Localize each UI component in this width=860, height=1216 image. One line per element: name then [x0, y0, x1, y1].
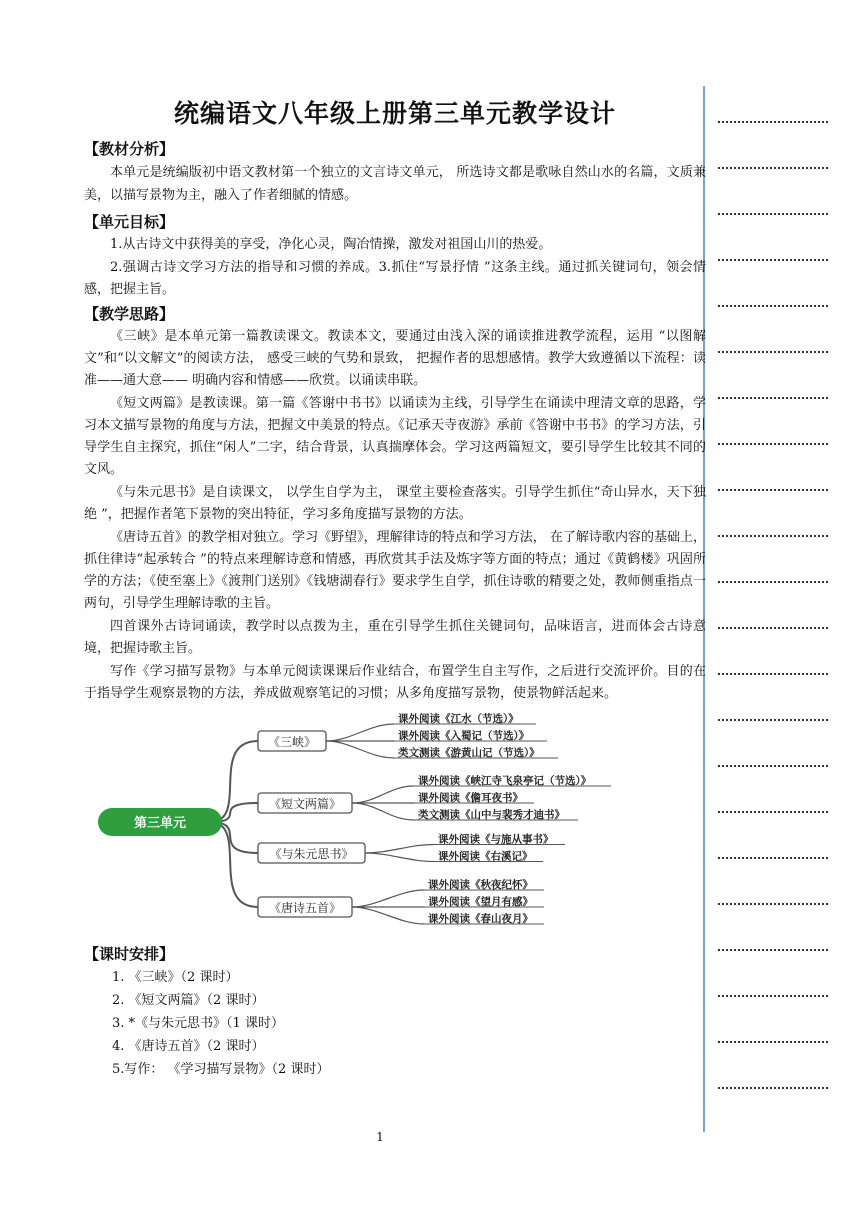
note-line [718, 903, 828, 905]
leaf-label: 类文测读《游黄山记（节选）》 [398, 747, 540, 759]
center-label: 第三单元 [133, 816, 187, 831]
leaf-label: 课外阅读《秋夜纪怀》 [428, 879, 533, 891]
note-line [718, 949, 828, 951]
leaf-connector [365, 845, 434, 854]
document-body [84, 88, 706, 1081]
branch-label: 《短文两篇》 [268, 797, 342, 811]
note-line [718, 167, 828, 169]
schedule-item-3: 3. *《与朱元思书》（1 课时） [112, 1016, 284, 1031]
unit-mindmap [94, 711, 654, 935]
leaf-connector [326, 741, 394, 758]
note-line [718, 673, 828, 675]
note-line [718, 627, 828, 629]
leaf-label: 课外阅读《望月有感》 [428, 896, 533, 908]
note-line [718, 121, 828, 123]
leaf-connector [352, 890, 424, 907]
leaf-label: 课外阅读《入蜀记（节选）》 [398, 730, 530, 742]
goal-item-1: 1.从古诗文中获得美的享受，净化心灵，陶冶情操，激发对祖国山川的热爱。 [110, 237, 552, 252]
leaf-connector [352, 907, 424, 924]
note-line [718, 443, 828, 445]
ideas-paragraph-5: 四首课外古诗词诵读，教学时以点拨为主，重在引导学生抓住关键词句，品味语言，进而体会古诗意境，把握诗歌主旨。 [84, 619, 706, 656]
note-line [718, 213, 828, 215]
schedule-list [112, 966, 706, 1081]
branch-connector [210, 741, 258, 822]
note-line [718, 305, 828, 307]
page-title: 统编语文八年级上册第三单元教学设计 [173, 99, 616, 128]
note-line [718, 811, 828, 813]
note-line [718, 719, 828, 721]
leaf-label: 课外阅读《儋耳夜书》 [418, 792, 523, 804]
ideas-paragraph-2: 《短文两篇》是教读课。第一篇《答谢中书书》以诵读为主线，引导学生在诵读中理清文章的思路，学习本文描写景物的角度与方法，把握文中美景的特点。《记承天寺夜游》承前《答谢中书书》的学习方法，引导学生自主探究，抓住“闲人”二字，结合背景，认真揣摩体会。学习这两篇短文，要引导学生比较其不同的文风。 [84, 396, 706, 477]
heading-analysis: 【教材分析】 [84, 140, 175, 158]
ideas-paragraph-1: 《三峡》是本单元第一篇教读课文。教读本文，要通过由浅入深的诵读推进教学流程，运用 “以图解文”和“以文解文”的阅读方法， 感受三峡的气势和景致， 把握作者的思想感情。教学大致遵循以下流程：读准——通大意—— 明确内容和情感——欣赏。以诵读串联。 [84, 329, 706, 388]
ideas-paragraph-6: 写作《学习描写景物》与本单元阅读课课后作业结合，布置学生自主写作，之后进行交流评价。目的在于指导学生观察景物的方法，养成做观察笔记的习惯；从多角度描写景物，使景物鲜活起来。 [84, 664, 706, 701]
note-line [718, 535, 828, 537]
schedule-item-4: 4. 《唐诗五首》（2 课时） [112, 1039, 265, 1054]
analysis-text: 本单元是统编版初中语文教材第一个独立的文言诗文单元， 所选诗文都是歌咏自然山水的名篇，文质兼美，以描写景物为主，融入了作者细腻的情感。 [84, 165, 706, 203]
leaf-label: 类文测读《山中与裴秀才迪书》 [418, 809, 565, 821]
schedule-item-5: 5.写作： 《学习描写景物》（2 课时） [112, 1062, 330, 1077]
note-line [718, 351, 828, 353]
leaf-label: 课外阅读《春山夜月》 [428, 913, 533, 925]
leaf-label: 课外阅读《右溪记》 [438, 850, 533, 863]
note-line [718, 857, 828, 859]
page-number: 1 [376, 1130, 384, 1144]
branch-label: 《唐诗五首》 [268, 901, 342, 915]
leaf-label: 课外阅读《江水（节选）》 [398, 713, 519, 725]
note-line [718, 1087, 828, 1089]
schedule-item-1: 1. 《三峡》（2 课时） [112, 970, 239, 985]
note-line [718, 489, 828, 491]
note-line [718, 581, 828, 583]
branch-label: 《三峡》 [267, 735, 317, 749]
note-line [718, 995, 828, 997]
leaf-label: 课外阅读《与施从事书》 [438, 833, 554, 846]
leaf-label: 课外阅读《峡江寺飞泉亭记（节选）》 [418, 775, 592, 787]
leaf-connector [365, 853, 434, 862]
goal-item-2: 2.强调古诗文学习方法的指导和习惯的养成。3.抓住“写景抒情 ”这条主线。通过抓关键词句，领会情感，把握主旨。 [84, 260, 706, 297]
leaf-connector [352, 786, 414, 803]
schedule-item-2: 2. 《短文两篇》（2 课时） [112, 993, 265, 1008]
note-line [718, 1041, 828, 1043]
note-line [718, 259, 828, 261]
branch-connector [210, 822, 258, 907]
ideas-paragraph-3: 《与朱元思书》是自读课文， 以学生自学为主， 课堂主要检查落实。引导学生抓住“奇山异水，天下独绝 ”，把握作者笔下景物的突出特征，学习多角度描写景物的方法。 [84, 485, 706, 522]
ideas-paragraph-4: 《唐诗五首》的教学相对独立。学习《野望》，理解律诗的特点和学习方法， 在了解诗歌内容的基础上，抓住律诗“起承转合 ”的特点来理解诗意和情感，再欣赏其手法及炼字等方面的特点；通过《黄鹤楼》巩固所学的方法；《使至塞上》《渡荆门送别》《钱塘湖春行》要求学生自学，抓住诗歌的精要之处，教师侧重指点一两句，引导学生理解诗歌的主旨。 [84, 530, 706, 611]
heading-ideas: 【教学思路】 [84, 305, 175, 323]
leaf-connector [352, 803, 414, 820]
heading-goals: 【单元目标】 [84, 213, 175, 231]
heading-schedule: 【课时安排】 [84, 945, 175, 963]
leaf-connector [326, 724, 394, 741]
note-line [718, 765, 828, 767]
branch-label: 《与朱元思书》 [269, 847, 354, 861]
note-line [718, 397, 828, 399]
